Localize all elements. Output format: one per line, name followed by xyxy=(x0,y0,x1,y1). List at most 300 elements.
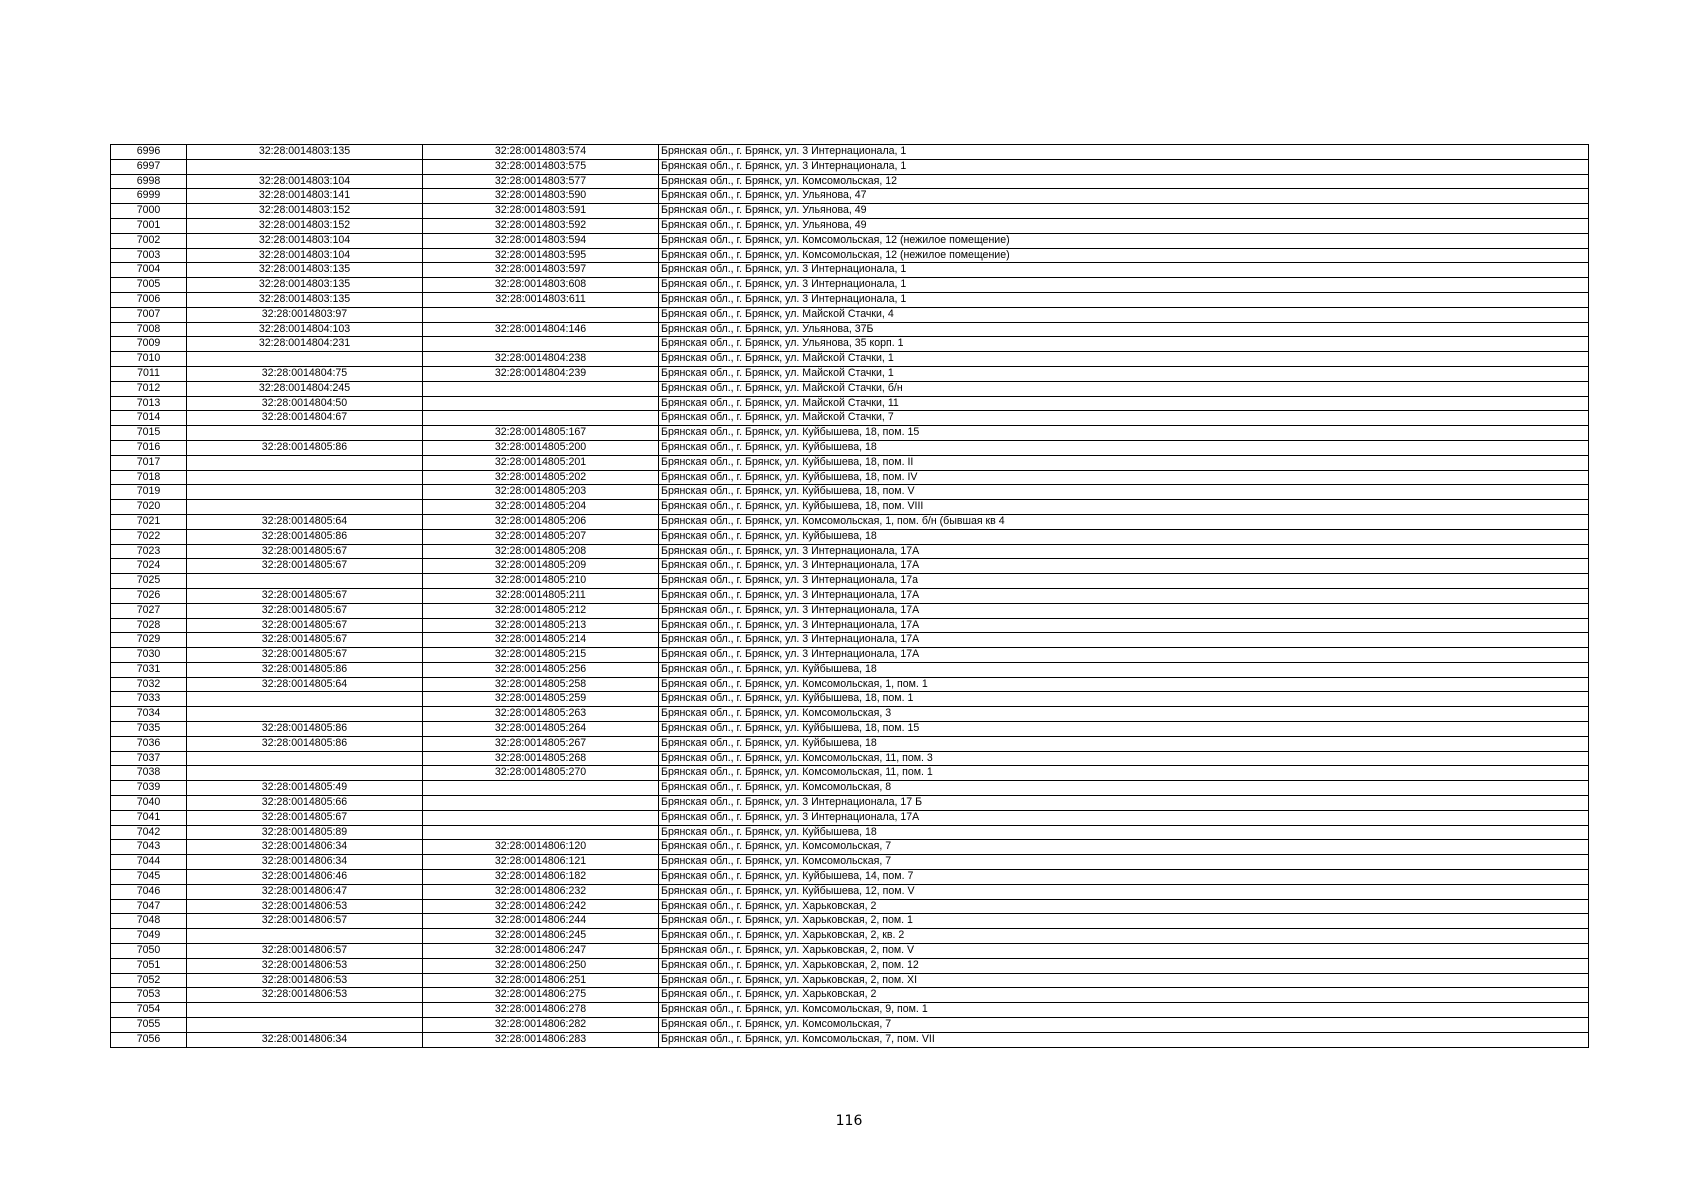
row-number-cell: 7021 xyxy=(111,514,187,529)
table-row xyxy=(111,440,1589,455)
object-cadastral-number-cell xyxy=(423,810,659,825)
object-cadastral-number-cell: 32:28:0014805:203 xyxy=(423,485,659,500)
land-cadastral-number-cell: 32:28:0014806:57 xyxy=(187,914,423,929)
object-cadastral-number-cell: 32:28:0014803:575 xyxy=(423,159,659,174)
land-cadastral-number-cell: 32:28:0014806:53 xyxy=(187,973,423,988)
object-cadastral-number-cell: 32:28:0014806:120 xyxy=(423,840,659,855)
object-cadastral-number-cell: 32:28:0014805:207 xyxy=(423,529,659,544)
row-number-cell: 7045 xyxy=(111,870,187,885)
table-row xyxy=(111,1018,1589,1033)
address-cell: Брянская обл., г. Брянск, ул. Комсомольская, 7 xyxy=(659,840,1589,855)
table-row xyxy=(111,648,1589,663)
address-cell: Брянская обл., г. Брянск, ул. 3 Интернационала, 17А xyxy=(659,559,1589,574)
row-number-cell: 7004 xyxy=(111,263,187,278)
object-cadastral-number-cell: 32:28:0014805:211 xyxy=(423,588,659,603)
row-number-cell: 7041 xyxy=(111,810,187,825)
row-number-cell: 7048 xyxy=(111,914,187,929)
object-cadastral-number-cell: 32:28:0014805:258 xyxy=(423,677,659,692)
table-row xyxy=(111,810,1589,825)
land-cadastral-number-cell xyxy=(187,485,423,500)
row-number-cell: 7012 xyxy=(111,381,187,396)
table-row xyxy=(111,736,1589,751)
row-number-cell: 7007 xyxy=(111,307,187,322)
row-number-cell: 7009 xyxy=(111,337,187,352)
address-cell: Брянская обл., г. Брянск, ул. Комсомольская, 7 xyxy=(659,1018,1589,1033)
object-cadastral-number-cell: 32:28:0014804:238 xyxy=(423,352,659,367)
row-number-cell: 7001 xyxy=(111,218,187,233)
row-number-cell: 7052 xyxy=(111,973,187,988)
land-cadastral-number-cell xyxy=(187,159,423,174)
table-row xyxy=(111,751,1589,766)
table-row xyxy=(111,470,1589,485)
row-number-cell: 7025 xyxy=(111,574,187,589)
table-row xyxy=(111,722,1589,737)
object-cadastral-number-cell: 32:28:0014803:591 xyxy=(423,204,659,219)
table-row xyxy=(111,307,1589,322)
object-cadastral-number-cell: 32:28:0014805:264 xyxy=(423,722,659,737)
object-cadastral-number-cell xyxy=(423,796,659,811)
address-cell: Брянская обл., г. Брянск, ул. Куйбышева, 18 xyxy=(659,662,1589,677)
row-number-cell: 7028 xyxy=(111,618,187,633)
row-number-cell: 7033 xyxy=(111,692,187,707)
row-number-cell: 7042 xyxy=(111,825,187,840)
object-cadastral-number-cell: 32:28:0014805:256 xyxy=(423,662,659,677)
land-cadastral-number-cell xyxy=(187,426,423,441)
row-number-cell: 7022 xyxy=(111,529,187,544)
row-number-cell: 6998 xyxy=(111,174,187,189)
table-row xyxy=(111,825,1589,840)
row-number-cell: 7010 xyxy=(111,352,187,367)
land-cadastral-number-cell: 32:28:0014803:152 xyxy=(187,204,423,219)
land-cadastral-number-cell xyxy=(187,455,423,470)
table-row xyxy=(111,248,1589,263)
table-row xyxy=(111,233,1589,248)
row-number-cell: 7016 xyxy=(111,440,187,455)
land-cadastral-number-cell: 32:28:0014804:75 xyxy=(187,366,423,381)
land-cadastral-number-cell: 32:28:0014803:135 xyxy=(187,292,423,307)
address-cell: Брянская обл., г. Брянск, ул. Харьковская, 2, пом. 1 xyxy=(659,914,1589,929)
row-number-cell: 7046 xyxy=(111,884,187,899)
row-number-cell: 7005 xyxy=(111,278,187,293)
object-cadastral-number-cell: 32:28:0014803:574 xyxy=(423,145,659,160)
row-number-cell: 7047 xyxy=(111,899,187,914)
address-cell: Брянская обл., г. Брянск, ул. Харьковская, 2, пом. V xyxy=(659,944,1589,959)
table-row xyxy=(111,944,1589,959)
address-cell: Брянская обл., г. Брянск, ул. 3 Интернационала, 1 xyxy=(659,278,1589,293)
row-number-cell: 7003 xyxy=(111,248,187,263)
table-row xyxy=(111,884,1589,899)
table-row xyxy=(111,500,1589,515)
address-cell: Брянская обл., г. Брянск, ул. Харьковская, 2 xyxy=(659,988,1589,1003)
address-cell: Брянская обл., г. Брянск, ул. 3 Интернационала, 1 xyxy=(659,292,1589,307)
land-cadastral-number-cell: 32:28:0014805:64 xyxy=(187,677,423,692)
object-cadastral-number-cell: 32:28:0014804:239 xyxy=(423,366,659,381)
table-row xyxy=(111,855,1589,870)
land-cadastral-number-cell: 32:28:0014806:53 xyxy=(187,988,423,1003)
row-number-cell: 7027 xyxy=(111,603,187,618)
table-row xyxy=(111,796,1589,811)
row-number-cell: 7031 xyxy=(111,662,187,677)
address-cell: Брянская обл., г. Брянск, ул. Комсомольская, 9, пом. 1 xyxy=(659,1003,1589,1018)
object-cadastral-number-cell: 32:28:0014805:202 xyxy=(423,470,659,485)
row-number-cell: 7019 xyxy=(111,485,187,500)
object-cadastral-number-cell: 32:28:0014805:167 xyxy=(423,426,659,441)
object-cadastral-number-cell: 32:28:0014805:212 xyxy=(423,603,659,618)
table-row xyxy=(111,204,1589,219)
row-number-cell: 7000 xyxy=(111,204,187,219)
address-cell: Брянская обл., г. Брянск, ул. Куйбышева, 18, пом. 1 xyxy=(659,692,1589,707)
table-row xyxy=(111,929,1589,944)
table-row xyxy=(111,455,1589,470)
table-row xyxy=(111,145,1589,160)
object-cadastral-number-cell: 32:28:0014806:121 xyxy=(423,855,659,870)
object-cadastral-number-cell: 32:28:0014804:146 xyxy=(423,322,659,337)
row-number-cell: 7038 xyxy=(111,766,187,781)
land-cadastral-number-cell: 32:28:0014805:67 xyxy=(187,603,423,618)
land-cadastral-number-cell: 32:28:0014805:66 xyxy=(187,796,423,811)
table-row xyxy=(111,396,1589,411)
row-number-cell: 7018 xyxy=(111,470,187,485)
land-cadastral-number-cell xyxy=(187,929,423,944)
table-row xyxy=(111,292,1589,307)
address-cell: Брянская обл., г. Брянск, ул. Майской Стачки, б/н xyxy=(659,381,1589,396)
land-cadastral-number-cell: 32:28:0014805:86 xyxy=(187,529,423,544)
table-row xyxy=(111,1003,1589,1018)
land-cadastral-number-cell: 32:28:0014803:135 xyxy=(187,278,423,293)
land-cadastral-number-cell: 32:28:0014806:53 xyxy=(187,958,423,973)
table-row xyxy=(111,899,1589,914)
object-cadastral-number-cell xyxy=(423,825,659,840)
row-number-cell: 7039 xyxy=(111,781,187,796)
address-cell: Брянская обл., г. Брянск, ул. Куйбышева, 18, пом. VIII xyxy=(659,500,1589,515)
object-cadastral-number-cell: 32:28:0014803:611 xyxy=(423,292,659,307)
row-number-cell: 7002 xyxy=(111,233,187,248)
address-cell: Брянская обл., г. Брянск, ул. 3 Интернационала, 17А xyxy=(659,618,1589,633)
land-cadastral-number-cell: 32:28:0014803:152 xyxy=(187,218,423,233)
object-cadastral-number-cell: 32:28:0014806:282 xyxy=(423,1018,659,1033)
object-cadastral-number-cell: 32:28:0014803:595 xyxy=(423,248,659,263)
address-cell: Брянская обл., г. Брянск, ул. 3 Интернационала, 1 xyxy=(659,159,1589,174)
address-cell: Брянская обл., г. Брянск, ул. Ульянова, 37Б xyxy=(659,322,1589,337)
table-row xyxy=(111,914,1589,929)
row-number-cell: 7040 xyxy=(111,796,187,811)
address-cell: Брянская обл., г. Брянск, ул. Куйбышева, 18 xyxy=(659,736,1589,751)
row-number-cell: 7044 xyxy=(111,855,187,870)
table-row xyxy=(111,426,1589,441)
object-cadastral-number-cell: 32:28:0014806:182 xyxy=(423,870,659,885)
object-cadastral-number-cell: 32:28:0014806:232 xyxy=(423,884,659,899)
address-cell: Брянская обл., г. Брянск, ул. Комсомольская, 7 xyxy=(659,855,1589,870)
cadastral-table xyxy=(110,144,1589,1048)
table-row xyxy=(111,633,1589,648)
object-cadastral-number-cell: 32:28:0014806:278 xyxy=(423,1003,659,1018)
address-cell: Брянская обл., г. Брянск, ул. Куйбышева, 18, пом. II xyxy=(659,455,1589,470)
land-cadastral-number-cell: 32:28:0014805:49 xyxy=(187,781,423,796)
address-cell: Брянская обл., г. Брянск, ул. Майской Стачки, 11 xyxy=(659,396,1589,411)
row-number-cell: 7036 xyxy=(111,736,187,751)
object-cadastral-number-cell: 32:28:0014806:242 xyxy=(423,899,659,914)
object-cadastral-number-cell: 32:28:0014806:245 xyxy=(423,929,659,944)
address-cell: Брянская обл., г. Брянск, ул. Куйбышева, 18, пом. 15 xyxy=(659,426,1589,441)
address-cell: Брянская обл., г. Брянск, ул. Ульянова, 47 xyxy=(659,189,1589,204)
land-cadastral-number-cell: 32:28:0014804:231 xyxy=(187,337,423,352)
address-cell: Брянская обл., г. Брянск, ул. Харьковская, 2, кв. 2 xyxy=(659,929,1589,944)
land-cadastral-number-cell xyxy=(187,707,423,722)
row-number-cell: 7029 xyxy=(111,633,187,648)
table-body xyxy=(111,145,1589,1048)
row-number-cell: 7017 xyxy=(111,455,187,470)
object-cadastral-number-cell: 32:28:0014803:590 xyxy=(423,189,659,204)
land-cadastral-number-cell: 32:28:0014806:47 xyxy=(187,884,423,899)
object-cadastral-number-cell: 32:28:0014803:594 xyxy=(423,233,659,248)
land-cadastral-number-cell: 32:28:0014803:104 xyxy=(187,248,423,263)
land-cadastral-number-cell xyxy=(187,1018,423,1033)
table-row xyxy=(111,381,1589,396)
row-number-cell: 7043 xyxy=(111,840,187,855)
table-row xyxy=(111,544,1589,559)
object-cadastral-number-cell: 32:28:0014803:577 xyxy=(423,174,659,189)
table-row xyxy=(111,529,1589,544)
land-cadastral-number-cell: 32:28:0014806:34 xyxy=(187,840,423,855)
address-cell: Брянская обл., г. Брянск, ул. Куйбышева, 18 xyxy=(659,440,1589,455)
object-cadastral-number-cell: 32:28:0014806:283 xyxy=(423,1032,659,1047)
land-cadastral-number-cell: 32:28:0014805:67 xyxy=(187,588,423,603)
row-number-cell: 7013 xyxy=(111,396,187,411)
address-cell: Брянская обл., г. Брянск, ул. Харьковская, 2 xyxy=(659,899,1589,914)
address-cell: Брянская обл., г. Брянск, ул. Куйбышева, 14, пом. 7 xyxy=(659,870,1589,885)
object-cadastral-number-cell: 32:28:0014805:210 xyxy=(423,574,659,589)
table-row xyxy=(111,352,1589,367)
address-cell: Брянская обл., г. Брянск, ул. Ульянова, 49 xyxy=(659,204,1589,219)
land-cadastral-number-cell: 32:28:0014803:135 xyxy=(187,145,423,160)
row-number-cell: 6996 xyxy=(111,145,187,160)
object-cadastral-number-cell: 32:28:0014805:200 xyxy=(423,440,659,455)
row-number-cell: 7011 xyxy=(111,366,187,381)
row-number-cell: 7024 xyxy=(111,559,187,574)
object-cadastral-number-cell: 32:28:0014805:268 xyxy=(423,751,659,766)
table-row xyxy=(111,603,1589,618)
address-cell: Брянская обл., г. Брянск, ул. Комсомольская, 12 xyxy=(659,174,1589,189)
address-cell: Брянская обл., г. Брянск, ул. 3 Интернационала, 17А xyxy=(659,633,1589,648)
land-cadastral-number-cell: 32:28:0014805:86 xyxy=(187,722,423,737)
land-cadastral-number-cell: 32:28:0014806:34 xyxy=(187,1032,423,1047)
object-cadastral-number-cell xyxy=(423,337,659,352)
object-cadastral-number-cell: 32:28:0014803:592 xyxy=(423,218,659,233)
row-number-cell: 7053 xyxy=(111,988,187,1003)
row-number-cell: 7030 xyxy=(111,648,187,663)
land-cadastral-number-cell: 32:28:0014803:97 xyxy=(187,307,423,322)
land-cadastral-number-cell: 32:28:0014805:86 xyxy=(187,736,423,751)
address-cell: Брянская обл., г. Брянск, ул. Ульянова, 35 корп. 1 xyxy=(659,337,1589,352)
row-number-cell: 7054 xyxy=(111,1003,187,1018)
table-row xyxy=(111,677,1589,692)
table-row xyxy=(111,189,1589,204)
object-cadastral-number-cell: 32:28:0014805:204 xyxy=(423,500,659,515)
object-cadastral-number-cell: 32:28:0014805:206 xyxy=(423,514,659,529)
land-cadastral-number-cell xyxy=(187,470,423,485)
address-cell: Брянская обл., г. Брянск, ул. Майской Стачки, 1 xyxy=(659,352,1589,367)
object-cadastral-number-cell: 32:28:0014806:251 xyxy=(423,973,659,988)
object-cadastral-number-cell: 32:28:0014806:244 xyxy=(423,914,659,929)
land-cadastral-number-cell xyxy=(187,751,423,766)
land-cadastral-number-cell: 32:28:0014805:86 xyxy=(187,662,423,677)
address-cell: Брянская обл., г. Брянск, ул. Куйбышева, 18, пом. IV xyxy=(659,470,1589,485)
table-row xyxy=(111,159,1589,174)
object-cadastral-number-cell: 32:28:0014805:208 xyxy=(423,544,659,559)
land-cadastral-number-cell: 32:28:0014805:67 xyxy=(187,810,423,825)
address-cell: Брянская обл., г. Брянск, ул. Комсомольская, 8 xyxy=(659,781,1589,796)
address-cell: Брянская обл., г. Брянск, ул. 3 Интернационала, 1 xyxy=(659,145,1589,160)
land-cadastral-number-cell: 32:28:0014805:89 xyxy=(187,825,423,840)
object-cadastral-number-cell: 32:28:0014805:215 xyxy=(423,648,659,663)
row-number-cell: 7015 xyxy=(111,426,187,441)
object-cadastral-number-cell xyxy=(423,396,659,411)
table-row xyxy=(111,278,1589,293)
land-cadastral-number-cell: 32:28:0014805:67 xyxy=(187,559,423,574)
land-cadastral-number-cell: 32:28:0014806:46 xyxy=(187,870,423,885)
row-number-cell: 7050 xyxy=(111,944,187,959)
object-cadastral-number-cell: 32:28:0014805:213 xyxy=(423,618,659,633)
table-row xyxy=(111,958,1589,973)
row-number-cell: 7056 xyxy=(111,1032,187,1047)
address-cell: Брянская обл., г. Брянск, ул. 3 Интернационала, 17а xyxy=(659,574,1589,589)
address-cell: Брянская обл., г. Брянск, ул. Комсомольская, 1, пом. 1 xyxy=(659,677,1589,692)
land-cadastral-number-cell: 32:28:0014806:34 xyxy=(187,855,423,870)
table-row xyxy=(111,707,1589,722)
land-cadastral-number-cell: 32:28:0014804:103 xyxy=(187,322,423,337)
row-number-cell: 6997 xyxy=(111,159,187,174)
land-cadastral-number-cell: 32:28:0014806:53 xyxy=(187,899,423,914)
address-cell: Брянская обл., г. Брянск, ул. 3 Интернационала, 17А xyxy=(659,810,1589,825)
address-cell: Брянская обл., г. Брянск, ул. Майской Стачки, 7 xyxy=(659,411,1589,426)
object-cadastral-number-cell: 32:28:0014803:597 xyxy=(423,263,659,278)
table-row xyxy=(111,988,1589,1003)
land-cadastral-number-cell: 32:28:0014803:141 xyxy=(187,189,423,204)
land-cadastral-number-cell xyxy=(187,692,423,707)
address-cell: Брянская обл., г. Брянск, ул. Куйбышева, 18, пом. V xyxy=(659,485,1589,500)
object-cadastral-number-cell: 32:28:0014805:201 xyxy=(423,455,659,470)
land-cadastral-number-cell: 32:28:0014804:245 xyxy=(187,381,423,396)
table-row xyxy=(111,840,1589,855)
object-cadastral-number-cell xyxy=(423,781,659,796)
land-cadastral-number-cell xyxy=(187,574,423,589)
table-row xyxy=(111,559,1589,574)
address-cell: Брянская обл., г. Брянск, ул. Комсомольская, 1, пом. б/н (бывшая кв 4 xyxy=(659,514,1589,529)
address-cell: Брянская обл., г. Брянск, ул. Куйбышева, 18 xyxy=(659,529,1589,544)
address-cell: Брянская обл., г. Брянск, ул. Куйбышева, 12, пом. V xyxy=(659,884,1589,899)
table-row xyxy=(111,218,1589,233)
object-cadastral-number-cell xyxy=(423,307,659,322)
table-row xyxy=(111,574,1589,589)
object-cadastral-number-cell: 32:28:0014806:250 xyxy=(423,958,659,973)
address-cell: Брянская обл., г. Брянск, ул. Харьковская, 2, пом. 12 xyxy=(659,958,1589,973)
land-cadastral-number-cell: 32:28:0014805:64 xyxy=(187,514,423,529)
object-cadastral-number-cell xyxy=(423,381,659,396)
object-cadastral-number-cell: 32:28:0014806:275 xyxy=(423,988,659,1003)
object-cadastral-number-cell: 32:28:0014805:263 xyxy=(423,707,659,722)
table-row xyxy=(111,514,1589,529)
row-number-cell: 7014 xyxy=(111,411,187,426)
table-row xyxy=(111,692,1589,707)
address-cell: Брянская обл., г. Брянск, ул. Комсомольская, 12 (нежилое помещение) xyxy=(659,248,1589,263)
address-cell: Брянская обл., г. Брянск, ул. Комсомольская, 7, пом. VII xyxy=(659,1032,1589,1047)
address-cell: Брянская обл., г. Брянск, ул. Ульянова, 49 xyxy=(659,218,1589,233)
land-cadastral-number-cell: 32:28:0014805:86 xyxy=(187,440,423,455)
land-cadastral-number-cell: 32:28:0014804:50 xyxy=(187,396,423,411)
table-row xyxy=(111,662,1589,677)
address-cell: Брянская обл., г. Брянск, ул. Куйбышева, 18, пом. 15 xyxy=(659,722,1589,737)
object-cadastral-number-cell: 32:28:0014805:270 xyxy=(423,766,659,781)
row-number-cell: 7032 xyxy=(111,677,187,692)
object-cadastral-number-cell: 32:28:0014803:608 xyxy=(423,278,659,293)
table-row xyxy=(111,485,1589,500)
row-number-cell: 7023 xyxy=(111,544,187,559)
land-cadastral-number-cell: 32:28:0014803:104 xyxy=(187,174,423,189)
land-cadastral-number-cell: 32:28:0014803:135 xyxy=(187,263,423,278)
address-cell: Брянская обл., г. Брянск, ул. Харьковская, 2, пом. XI xyxy=(659,973,1589,988)
table-row xyxy=(111,870,1589,885)
object-cadastral-number-cell: 32:28:0014805:267 xyxy=(423,736,659,751)
object-cadastral-number-cell: 32:28:0014806:247 xyxy=(423,944,659,959)
address-cell: Брянская обл., г. Брянск, ул. 3 Интернационала, 17А xyxy=(659,603,1589,618)
table-row xyxy=(111,1032,1589,1047)
land-cadastral-number-cell: 32:28:0014805:67 xyxy=(187,544,423,559)
object-cadastral-number-cell: 32:28:0014805:209 xyxy=(423,559,659,574)
address-cell: Брянская обл., г. Брянск, ул. 3 Интернационала, 17А xyxy=(659,648,1589,663)
table-row xyxy=(111,781,1589,796)
land-cadastral-number-cell xyxy=(187,1003,423,1018)
object-cadastral-number-cell: 32:28:0014805:214 xyxy=(423,633,659,648)
table-row xyxy=(111,263,1589,278)
address-cell: Брянская обл., г. Брянск, ул. Майской Стачки, 1 xyxy=(659,366,1589,381)
row-number-cell: 7020 xyxy=(111,500,187,515)
land-cadastral-number-cell: 32:28:0014805:67 xyxy=(187,633,423,648)
object-cadastral-number-cell xyxy=(423,411,659,426)
land-cadastral-number-cell: 32:28:0014805:67 xyxy=(187,648,423,663)
address-cell: Брянская обл., г. Брянск, ул. 3 Интернационала, 17А xyxy=(659,544,1589,559)
land-cadastral-number-cell xyxy=(187,766,423,781)
address-cell: Брянская обл., г. Брянск, ул. Комсомольская, 11, пом. 3 xyxy=(659,751,1589,766)
row-number-cell: 7037 xyxy=(111,751,187,766)
address-cell: Брянская обл., г. Брянск, ул. Комсомольская, 3 xyxy=(659,707,1589,722)
table-row xyxy=(111,588,1589,603)
table-row xyxy=(111,337,1589,352)
table-row xyxy=(111,174,1589,189)
row-number-cell: 7055 xyxy=(111,1018,187,1033)
object-cadastral-number-cell: 32:28:0014805:259 xyxy=(423,692,659,707)
page-number: 116 xyxy=(835,1113,863,1129)
address-cell: Брянская обл., г. Брянск, ул. 3 Интернационала, 17А xyxy=(659,588,1589,603)
row-number-cell: 7035 xyxy=(111,722,187,737)
row-number-cell: 7049 xyxy=(111,929,187,944)
land-cadastral-number-cell xyxy=(187,352,423,367)
row-number-cell: 7008 xyxy=(111,322,187,337)
address-cell: Брянская обл., г. Брянск, ул. Комсомольская, 12 (нежилое помещение) xyxy=(659,233,1589,248)
table-row xyxy=(111,973,1589,988)
row-number-cell: 7006 xyxy=(111,292,187,307)
land-cadastral-number-cell: 32:28:0014804:67 xyxy=(187,411,423,426)
land-cadastral-number-cell: 32:28:0014803:104 xyxy=(187,233,423,248)
row-number-cell: 6999 xyxy=(111,189,187,204)
address-cell: Брянская обл., г. Брянск, ул. Куйбышева, 18 xyxy=(659,825,1589,840)
table-row xyxy=(111,411,1589,426)
land-cadastral-number-cell: 32:28:0014805:67 xyxy=(187,618,423,633)
table-row xyxy=(111,366,1589,381)
table-row xyxy=(111,618,1589,633)
row-number-cell: 7034 xyxy=(111,707,187,722)
address-cell: Брянская обл., г. Брянск, ул. Комсомольская, 11, пом. 1 xyxy=(659,766,1589,781)
row-number-cell: 7026 xyxy=(111,588,187,603)
